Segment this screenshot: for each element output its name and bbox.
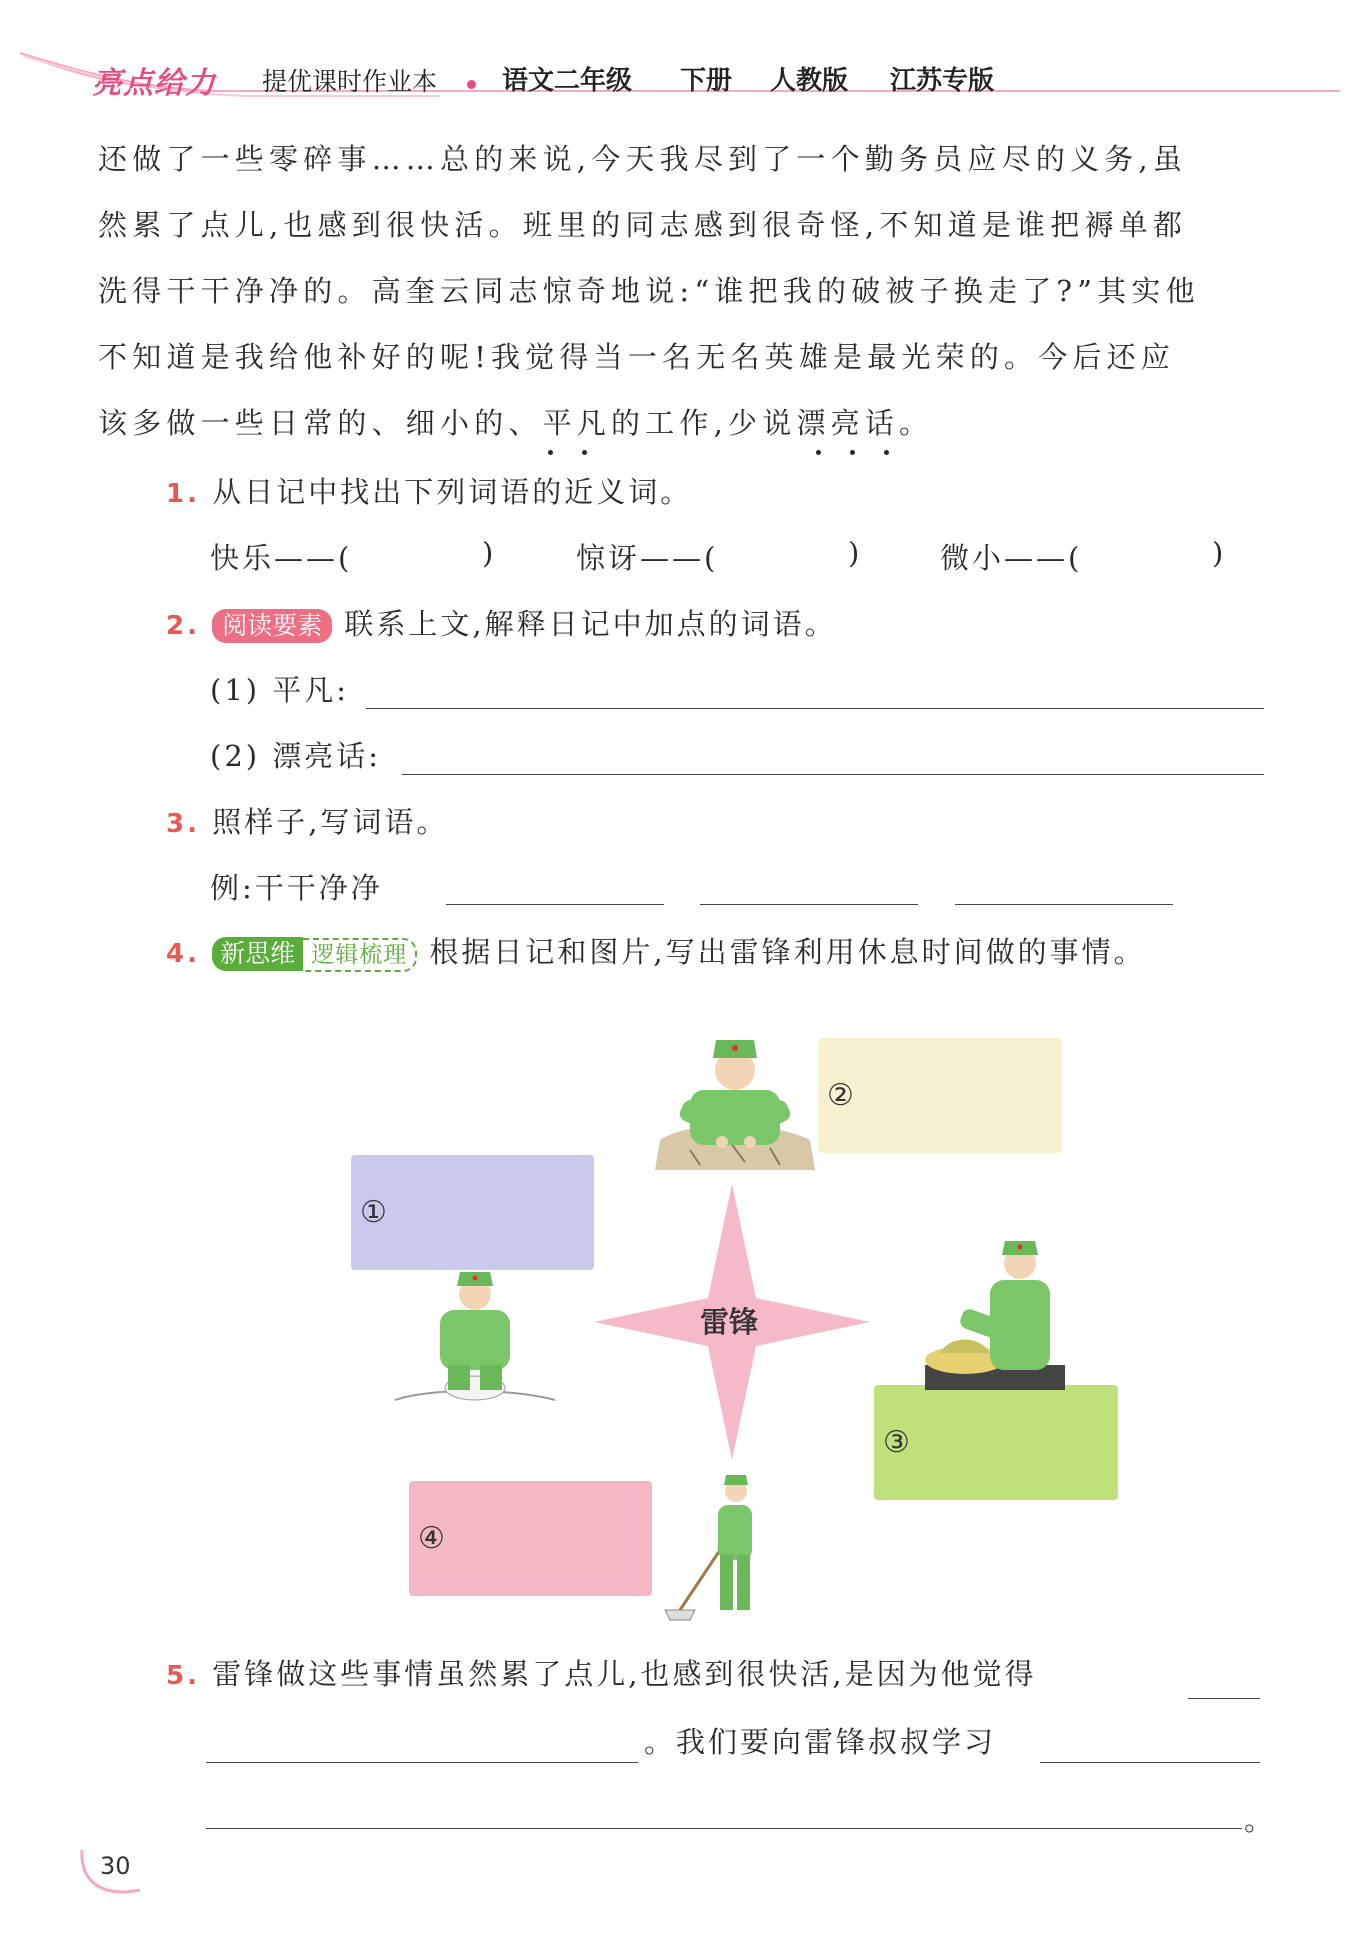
answer-box-1[interactable] [351, 1155, 594, 1270]
question-text: 照样子,写词语。 [212, 805, 449, 839]
brand-logo: 亮点给力 [92, 66, 216, 101]
passage-line: 不知道是我给他补好的呢!我觉得当一名无名英雄是最光荣的。今后还应 [98, 340, 1176, 374]
q1-item-3[interactable] [940, 536, 1082, 577]
q5-answer-line-2[interactable] [206, 1762, 638, 1763]
q1-item-1[interactable] [210, 536, 352, 577]
q2-sub1-answer-line[interactable] [366, 708, 1264, 709]
soldier-mopping-illustration [660, 1475, 780, 1625]
q5-text-2: 。我们要向雷锋叔叔学习 [644, 1725, 997, 1759]
q1-close-2: ) [848, 536, 863, 570]
q2-sub1-label: (1) 平凡: [210, 673, 350, 707]
star-label: 雷锋 [700, 1305, 759, 1339]
question-number: 5. [166, 1661, 200, 1691]
new-thinking-tag: 新思维 [212, 937, 303, 971]
soldier-sewing-illustration [650, 1030, 820, 1170]
answer-box-4[interactable] [409, 1481, 652, 1596]
q1-label: 快乐——( [210, 541, 353, 575]
dotted-word-pingfan: 平凡 [542, 406, 612, 440]
reading-element-tag: 阅读要素 [212, 609, 332, 643]
q3-answer-line-3[interactable] [955, 904, 1173, 905]
q1-close-3: ) [1212, 536, 1227, 570]
passage-line: 还做了一些零碎事……总的来说,今天我尽到了一个勤务员应尽的义务,虽 [98, 142, 1188, 176]
question-4 [166, 930, 1146, 972]
question-1 [166, 470, 692, 511]
soldier-laundry-illustration [920, 1235, 1070, 1390]
passage-text: 。 [899, 406, 934, 440]
box-label-2: ② [827, 1078, 854, 1113]
dotted-word-piaolianghua: 漂亮话 [796, 406, 900, 440]
q2-sub2-answer-line[interactable] [402, 774, 1264, 775]
passage-line: 洗得干干净净的。高奎云同志惊奇地说:“谁把我的破被子换走了?”其实他 [98, 274, 1200, 308]
question-text: 从日记中找出下列词语的近义词。 [212, 475, 693, 509]
q1-label: 微小——( [940, 541, 1083, 575]
passage-line-last [98, 390, 1268, 456]
question-2 [166, 602, 837, 643]
series-title: 提优课时作业本 [262, 67, 438, 96]
passage-text: 该多做一些日常的、细小的、 [98, 406, 543, 440]
soldier-washing-illustration [390, 1270, 560, 1410]
question-text: 联系上文,解释日记中加点的词语。 [344, 607, 837, 641]
subject-grade: 语文二年级 [502, 66, 633, 96]
box-label-1: ① [360, 1195, 387, 1230]
volume: 下册 [680, 66, 733, 96]
q1-label: 惊讶——( [576, 541, 719, 575]
q5-answer-line-3[interactable] [1040, 1762, 1260, 1763]
q1-item-2[interactable] [576, 536, 718, 577]
answer-box-3[interactable] [874, 1385, 1118, 1500]
page-number: 30 [100, 1852, 131, 1880]
diary-passage [98, 126, 1268, 456]
box-label-3: ③ [883, 1425, 910, 1460]
q5-answer-line-4[interactable] [206, 1828, 1242, 1829]
header-dot [467, 80, 476, 89]
question-text: 根据日记和图片,写出雷锋利用休息时间做的事情。 [429, 935, 1146, 969]
question-number: 4. [166, 939, 200, 969]
question-number: 1. [166, 479, 200, 509]
region: 江苏专版 [890, 66, 995, 96]
answer-box-2[interactable] [818, 1038, 1062, 1153]
passage-line: 然累了点儿,也感到很快活。班里的同志感到很奇怪,不知道是谁把褥单都 [98, 208, 1188, 242]
q3-example: 例:干干净净 [210, 871, 383, 905]
logic-tag: 逻辑梳理 [303, 938, 417, 972]
q3-answer-line-1[interactable] [446, 904, 664, 905]
q2-sub2-label: (2) 漂亮话: [210, 739, 382, 773]
question-number: 3. [166, 809, 200, 839]
q5-end: 。 [1244, 1803, 1277, 1837]
edition: 人教版 [770, 66, 849, 96]
box-label-4: ④ [418, 1521, 445, 1556]
question-3 [166, 800, 448, 841]
q5-answer-line-1[interactable] [1188, 1698, 1260, 1699]
q3-answer-line-2[interactable] [700, 904, 918, 905]
passage-text: 的工作,少说 [611, 406, 797, 440]
question-number: 2. [166, 611, 200, 641]
question-5 [166, 1652, 1037, 1693]
q1-close-1: ) [482, 536, 497, 570]
question-text: 雷锋做这些事情虽然累了点儿,也感到很快活,是因为他觉得 [212, 1657, 1037, 1691]
